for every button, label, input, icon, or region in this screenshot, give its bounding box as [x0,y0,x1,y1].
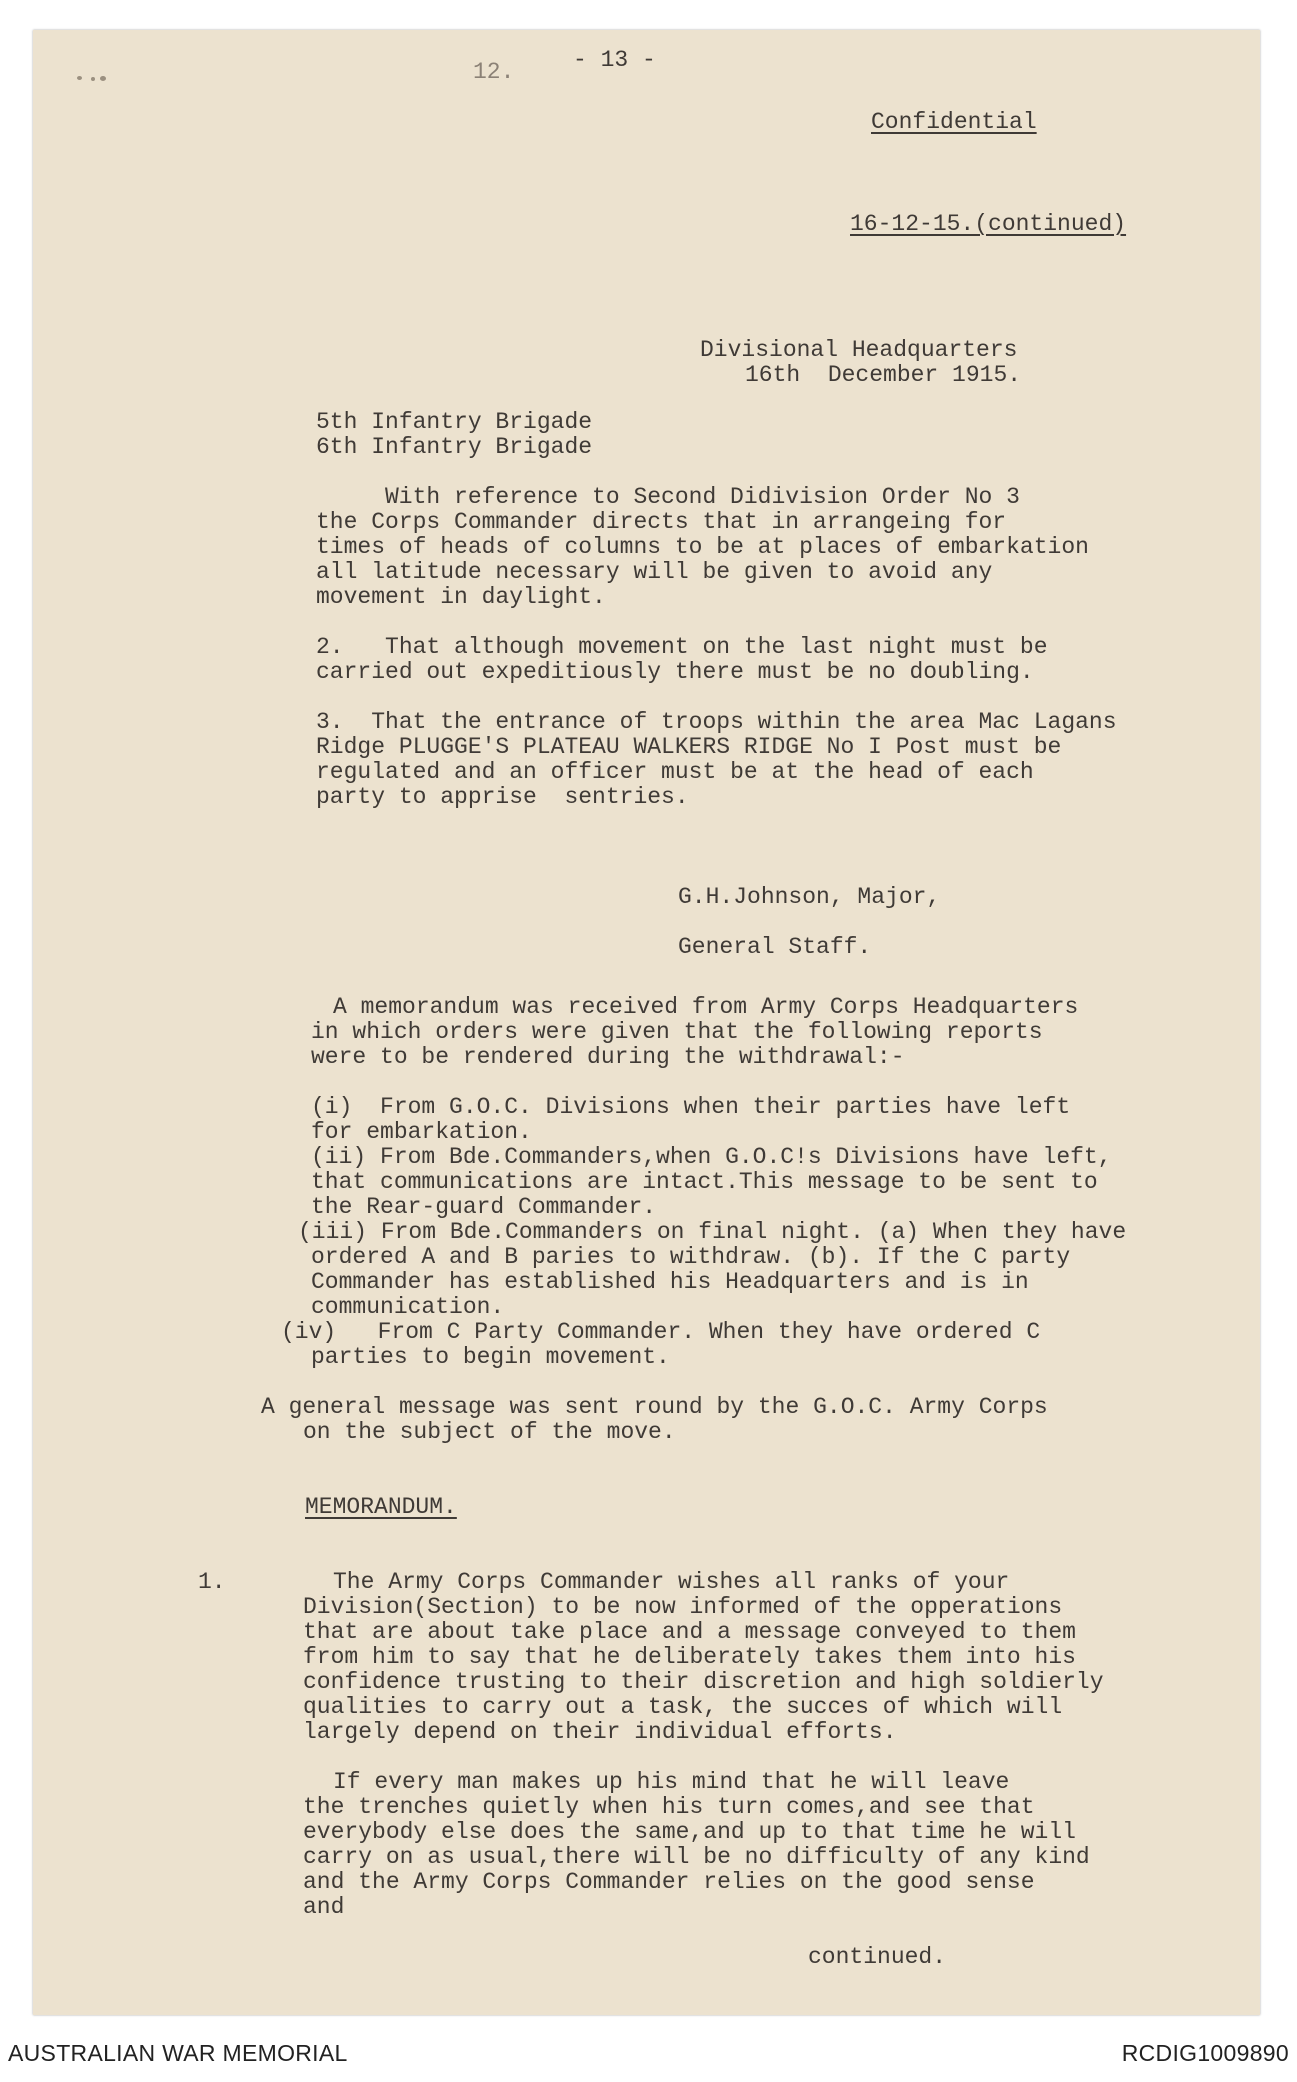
memo-notice-intro-line: were to be rendered during the withdrawal:- [311,1044,905,1070]
general-message-line: A general message was sent round by the G.O.C. Army Corps [261,1394,1048,1420]
report-item-3-line: ordered A and B paries to withdraw. (b). If the C party [311,1244,1071,1270]
letter-header-line-1: Divisional Headquarters [700,337,1018,363]
signature: G.H.Johnson, Major, [678,884,941,910]
date-reference: 16-12-15.(continued) [850,211,1127,237]
letter-para-1-line: the Corps Commander directs that in arrangeing for [316,509,1007,535]
footer-source: AUSTRALIAN WAR MEMORIAL [8,2040,348,2066]
memo-notice-intro-line: in which orders were given that the following reports [311,1019,1043,1045]
memorandum-para-1-line: qualities to carry out a task, the succes of which will [303,1694,1063,1720]
memorandum-heading: MEMORANDUM. [305,1494,457,1520]
signature-title: General Staff. [678,934,872,960]
memorandum-item-number: 1. [198,1569,226,1595]
letter-para-1-line: all latitude necessary will be given to avoid any [316,559,993,585]
memorandum-para-1-line: Division(Section) to be now informed of the opperations [303,1594,1063,1620]
memorandum-para-1-line: that are about take place and a message conveyed to them [303,1619,1076,1645]
report-item-2-line: the Rear-guard Commander. [311,1194,657,1220]
report-item-2-line: (ii) From Bde.Commanders,when G.O.C!s Divisions have left, [311,1144,1112,1170]
memorandum-para-2-line: carry on as usual,there will be no difficulty of any kind [303,1844,1090,1870]
letter-para-3-line: party to apprise sentries. [316,784,689,810]
letter-header-line-2: 16th December 1915. [745,362,1022,388]
letter-para-3-line: Ridge PLUGGE'S PLATEAU WALKERS RIDGE No I Post must be [316,734,1062,760]
document-page [33,30,1260,2015]
letter-para-1-line: With reference to Second Didivision Order No 3 [385,484,1020,510]
letter-para-2-line: carried out expeditiously there must be no doubling. [316,659,1034,685]
memorandum-para-2-line: and [303,1894,345,1920]
report-item-3-line: (iii) From Bde.Commanders on final night. (a) When they have [298,1219,1127,1245]
letter-para-1-line: times of heads of columns to be at places of embarkation [316,534,1089,560]
paper-speck [77,76,82,80]
memorandum-para-2-line: If every man makes up his mind that he will leave [333,1769,1010,1795]
letter-para-1-line: movement in daylight. [316,584,606,610]
general-message-line: on the subject of the move. [303,1419,676,1445]
report-item-4-line: (iv) From C Party Commander. When they have ordered C [281,1319,1041,1345]
report-item-1-line: for embarkation. [311,1119,532,1145]
memo-notice-intro-line: A memorandum was received from Army Corps Headquarters [333,994,1079,1020]
letter-para-3-line: 3. That the entrance of troops within the area Mac Lagans [316,709,1117,735]
memorandum-para-2-line: and the Army Corps Commander relies on the good sense [303,1869,1035,1895]
memorandum-para-2-line: everybody else does the same,and up to that time he will [303,1819,1076,1845]
memorandum-para-2-line: the trenches quietly when his turn comes,and see that [303,1794,1035,1820]
memorandum-para-1-line: from him to say that he deliberately takes them into his [303,1644,1076,1670]
paper-speck [100,76,106,81]
old-page-number: 12. [473,59,515,85]
addressee-1: 5th Infantry Brigade [316,409,593,435]
footer-id: RCDIG1009890 [1121,2040,1289,2066]
report-item-2-line: that communications are intact.This message to be sent to [311,1169,1098,1195]
letter-para-3-line: regulated and an officer must be at the head of each [316,759,1034,785]
letter-para-2-line: 2. That although movement on the last night must be [316,634,1048,660]
report-item-3-line: Commander has established his Headquarters and is in [311,1269,1029,1295]
memorandum-para-1-line: confidence trusting to their discretion and high soldierly [303,1669,1104,1695]
continued-note: continued. [808,1944,947,1970]
classification-label: Confidential [871,109,1037,135]
memorandum-para-1-line: largely depend on their individual efforts. [303,1719,897,1745]
page-number: - 13 - [573,47,656,73]
memorandum-para-1-line: The Army Corps Commander wishes all ranks of your [333,1569,1010,1595]
addressee-2: 6th Infantry Brigade [316,434,593,460]
report-item-3-line: communication. [311,1294,505,1320]
paper-speck [91,77,95,81]
report-item-1-line: (i) From G.O.C. Divisions when their parties have left [311,1094,1071,1120]
report-item-4-line: parties to begin movement. [311,1344,670,1370]
